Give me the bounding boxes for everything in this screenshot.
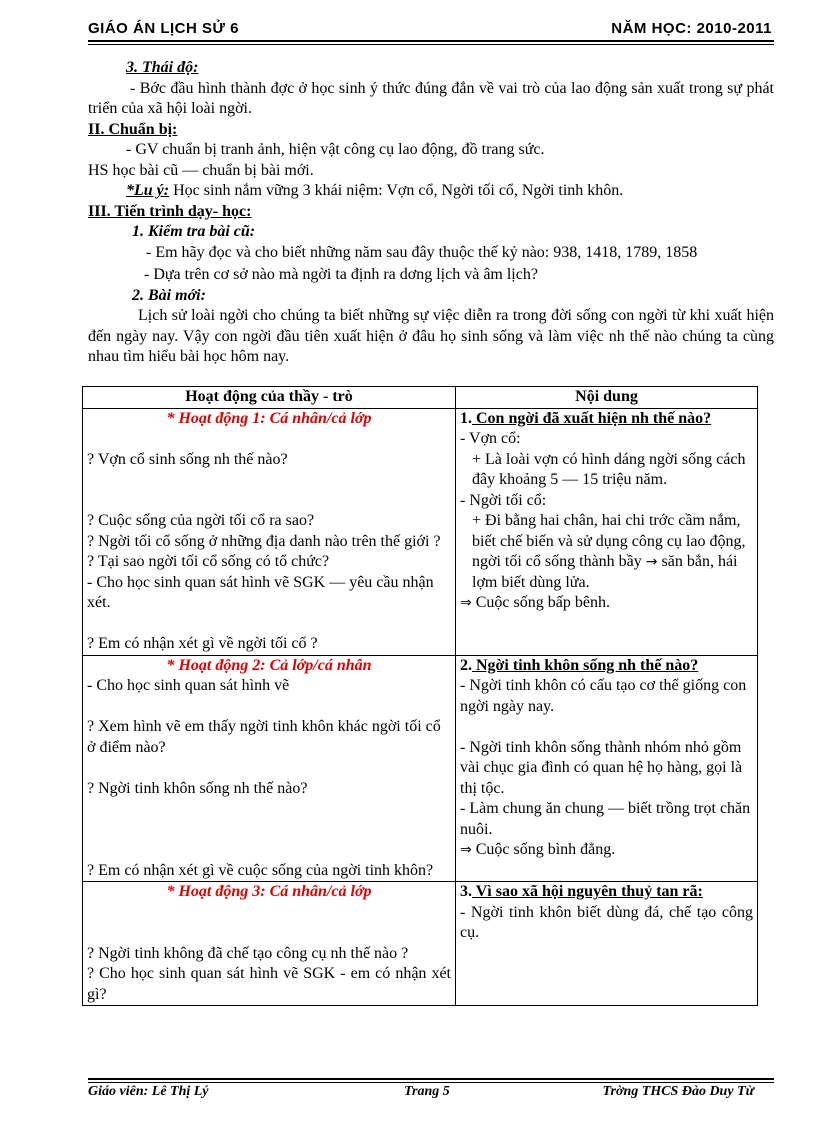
row1-question-4: ? Tại sao ngời tối cổ sống có tổ chức? — [87, 553, 330, 570]
row1-content-5 — [460, 593, 753, 614]
section-1-title — [460, 409, 753, 430]
activity-cell-3 — [83, 882, 456, 1006]
attitude-heading: 3. Thái độ: — [126, 59, 199, 76]
footer-page-number: Trang 5 — [404, 1084, 450, 1099]
row2-question-3: ? Ngời tinh khôn sống nh thế nào? — [87, 779, 308, 797]
row3-content-1: - Ngời tinh khôn biết dùng đá, chế tạo công cụ. — [460, 903, 753, 941]
process-heading: III. Tiến trình dạy- học: — [88, 202, 252, 220]
check-question-2: - Dựa trên cơ sở nào mà ngời ta định ra dơng lịch và âm lịch? — [144, 266, 538, 283]
row1-question-5: - Cho học sinh quan sát hình vẽ SGK — yêu cầu nhận xét. — [87, 573, 434, 611]
row2-question-1: - Cho học sinh quan sát hình vẽ — [87, 677, 290, 694]
lesson-table — [82, 386, 758, 1006]
new-lesson-text: Lịch sử loài ngời cho chúng ta biết những sự việc diễn ra trong đời sống con ngời từ khi xuất hiện đến ngày nay. Vậy con ngời đầu tiên xuất hiện ở đâu họ sinh sống và làm việc nh thế nào chúng ta cùng nhau tìm hiểu bài học hôm nay. — [88, 307, 774, 365]
table-row — [83, 408, 758, 655]
page-footer — [88, 1084, 774, 1104]
col-content-header: Nội dung — [456, 387, 758, 409]
activity-cell-1 — [83, 408, 456, 655]
footer-rule-thin — [88, 1082, 774, 1083]
row1-question-2: ? Cuộc sống của ngời tối cổ ra sao? — [87, 512, 315, 529]
section-3-heading: Vì sao xã hội nguyên thuỷ tan rã: — [472, 883, 703, 900]
row1-content-4b-text: săn bắn, hái lợm biết dùng lửa. — [472, 553, 738, 591]
row1-question-3: ? Ngời tối cổ sống ở những địa danh nào trên thế giới ? — [87, 532, 441, 550]
content-cell-2 — [456, 655, 758, 882]
row2-question-2: ? Xem hình vẽ em thấy ngời tinh khôn khác ngời tối cổ ở điểm nào? — [87, 718, 441, 756]
row1-question-1: ? Vợn cổ sinh sống nh thế nào? — [87, 450, 288, 468]
header-subject: GIÁO ÁN LỊCH SỬ 6 — [88, 20, 239, 37]
row3-question-2: ? Cho học sinh quan sát hình vẽ SGK - em có nhận xét gì? — [87, 965, 451, 1003]
row2-content-2: - Ngời tinh khôn sống thành nhóm nhỏ gồm vài chục gia đình có quan hệ họ hàng, gọi là thị tộc. — [460, 738, 743, 797]
section-2-title — [460, 656, 753, 677]
new-lesson-heading: 2. Bài mới: — [132, 286, 206, 304]
content-cell-1 — [456, 408, 758, 655]
section-3-number: 3. — [460, 883, 472, 900]
footer-rule — [88, 1078, 774, 1080]
activity-2-title: * Hoạt động 2: Cả lớp/cá nhân — [166, 656, 372, 674]
table-header-row — [83, 387, 758, 409]
prep-teacher: - GV chuẩn bị tranh ảnh, hiện vật công cụ lao động, đồ trang sức. — [126, 141, 545, 158]
note-text: Học sinh nắm vững 3 khái niệm: Vợn cổ, Ngời tối cổ, Ngời tinh khôn. — [169, 182, 624, 199]
prep-student: HS học bài cũ — chuẩn bị bài mới. — [88, 161, 314, 179]
section-1-heading: Con ngời đã xuất hiện nh thế nào? — [472, 409, 712, 427]
row1-content-5-text: Cuộc sống bấp bênh. — [471, 594, 610, 611]
content-cell-3 — [456, 882, 758, 1006]
footer-teacher: Giáo viên: Lê Thị Lý — [88, 1084, 209, 1099]
check-question-1: - Em hãy đọc và cho biết những năm sau đây thuộc thế kỷ nào: 938, 1418, 1789, 1858 — [146, 243, 698, 261]
header-rule-thin — [88, 44, 774, 45]
activity-cell-2 — [83, 655, 456, 882]
row1-content-4-text: + Đi bằng hai chân, hai chi trớc cầm nắm, biết chế biến và sử dụng công cụ lao động, ngời tối cổ sống thành bầy — [472, 512, 746, 570]
prep-heading: II. Chuẩn bị: — [88, 120, 178, 138]
footer-school: Trờng THCS Đào Duy Từ — [602, 1084, 754, 1099]
table-row — [83, 882, 758, 1006]
row1-content-1: - Vợn cổ: — [460, 430, 521, 447]
row2-question-4: ? Em có nhận xét gì về cuộc sống của ngời tinh khôn? — [87, 861, 434, 879]
activity-3-title: * Hoạt động 3: Cá nhân/cả lớp — [166, 883, 372, 900]
section-2-heading: Ngời tinh khôn sống nh thế nào? — [472, 656, 699, 674]
row3-question-1: ? Ngời tinh không đã chế tạo công cụ nh thế nào ? — [87, 944, 409, 962]
attitude-text: - Bớc đầu hình thành đợc ở học sinh ý thức đúng đắn về vai trò của lao động sản xuất trong sự phát triển của xã hội loài ngời. — [88, 79, 774, 117]
row2-content-1: - Ngời tinh khôn có cấu tạo cơ thể giống con ngời ngày nay. — [460, 677, 747, 715]
check-heading: 1. Kiểm tra bài cũ: — [132, 223, 256, 240]
col-activities-header: Hoạt động của thầy - trò — [83, 387, 456, 409]
header-rule — [88, 40, 774, 42]
table-row — [83, 655, 758, 882]
right-arrow-icon: → — [645, 554, 658, 570]
header-school-year: NĂM HỌC: 2010-2011 — [611, 20, 772, 37]
double-arrow-icon: ⇒ — [460, 842, 472, 858]
section-2-number: 2. — [460, 656, 472, 674]
note-label: *Lu ý: — [126, 182, 170, 199]
lesson-body — [88, 58, 774, 368]
page-header — [88, 20, 772, 40]
row2-content-3: - Làm chung ăn chung — biết trồng trọt chăn nuôi. — [460, 800, 751, 838]
double-arrow-icon: ⇒ — [460, 595, 472, 611]
row1-content-4 — [460, 511, 753, 593]
row1-content-3: - Ngời tối cổ: — [460, 491, 547, 509]
row1-content-2: + Là loài vợn có hình dáng ngời sống cách đây khoảng 5 — 15 triệu năm. — [472, 450, 746, 488]
row2-content-4-text: Cuộc sống bình đẳng. — [471, 841, 616, 858]
row1-question-6: ? Em có nhận xét gì về ngời tối cổ ? — [87, 635, 318, 652]
section-3-title — [460, 882, 753, 903]
activity-1-title: * Hoạt động 1: Cá nhân/cả lớp — [166, 409, 372, 427]
row2-content-4 — [460, 840, 753, 861]
section-1-number: 1. — [460, 409, 472, 427]
